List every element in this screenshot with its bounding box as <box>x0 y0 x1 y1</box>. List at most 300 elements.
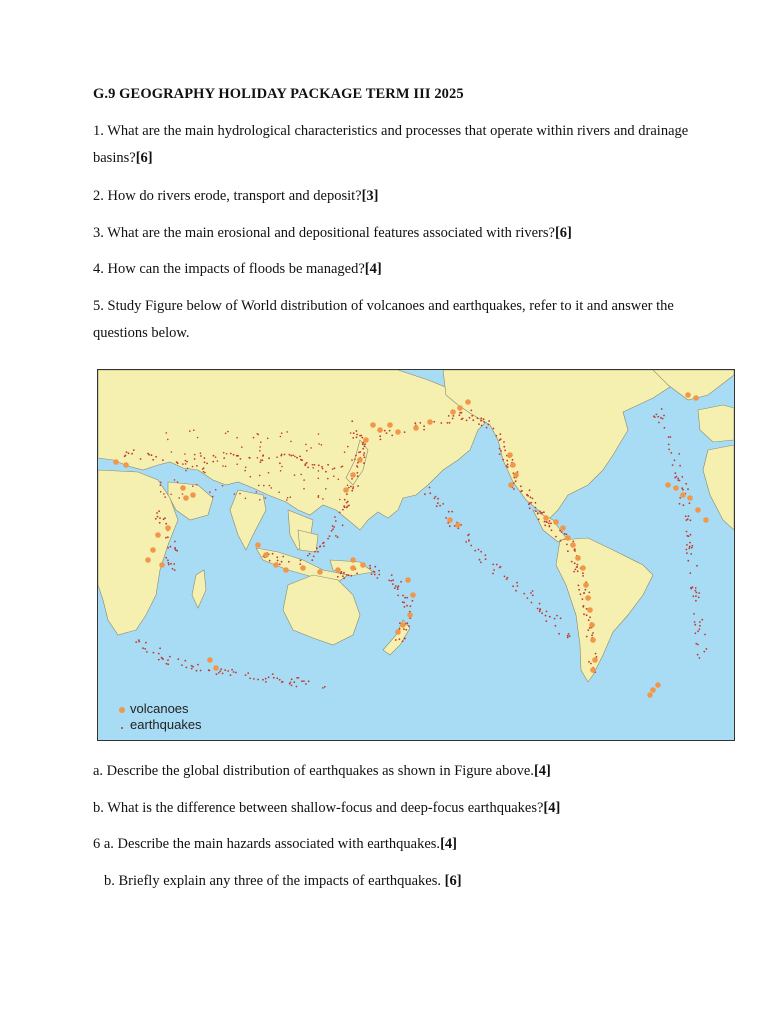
volcano-point <box>370 422 376 428</box>
earthquake-point <box>567 637 569 639</box>
volcano-point <box>575 555 581 561</box>
earthquake-point <box>128 452 130 454</box>
volcano-point <box>410 592 416 598</box>
earthquake-point <box>257 457 259 459</box>
earthquake-point <box>276 456 278 458</box>
earthquake-point <box>294 474 296 476</box>
volcano-point <box>693 395 699 401</box>
earthquake-point <box>356 436 358 438</box>
earthquake-point <box>567 550 569 552</box>
earthquake-point <box>374 571 376 573</box>
earthquake-point <box>688 535 690 537</box>
earthquake-point <box>560 617 562 619</box>
earthquake-point <box>423 429 425 431</box>
earthquake-point <box>224 669 226 671</box>
earthquake-point <box>695 595 697 597</box>
earthquake-point <box>346 574 348 576</box>
question-1-text: 1. What are the main hydrological characteristics and processes that operate within rivers and drainage basins? <box>93 123 689 166</box>
earthquake-point <box>695 632 697 634</box>
earthquake-point <box>168 564 170 566</box>
volcano-point <box>183 495 189 501</box>
earthquake-point <box>317 551 319 553</box>
earthquake-point <box>249 677 251 679</box>
earthquake-point <box>369 565 371 567</box>
earthquake-point <box>260 459 262 461</box>
question-6a-text: 6 a. Describe the main hazards associated with earthquakes. <box>93 836 441 852</box>
earthquake-point <box>588 661 590 663</box>
earthquake-point <box>314 551 316 553</box>
earthquake-point <box>699 625 701 627</box>
earthquake-point <box>160 484 162 486</box>
question-5a-marks: [4] <box>533 763 551 779</box>
earthquake-point <box>448 511 450 513</box>
earthquake-point <box>580 593 582 595</box>
question-2-text: 2. How do rivers erode, transport and deposit? <box>93 188 362 204</box>
earthquake-point <box>263 485 265 487</box>
earthquake-point <box>321 466 323 468</box>
earthquake-point <box>359 451 361 453</box>
earthquake-point <box>520 485 522 487</box>
earthquake-point <box>311 559 313 561</box>
earthquake-point <box>281 466 283 468</box>
earthquake-point <box>389 430 391 432</box>
earthquake-point <box>278 491 280 493</box>
earthquake-point <box>290 682 292 684</box>
earthquake-point <box>654 416 656 418</box>
volcano-point <box>159 562 165 568</box>
earthquake-point <box>333 526 335 528</box>
earthquake-point <box>279 462 281 464</box>
earthquake-point <box>371 573 373 575</box>
earthquake-point <box>488 424 490 426</box>
earthquake-point <box>319 545 321 547</box>
earthquake-point <box>194 454 196 456</box>
earthquake-point <box>468 540 470 542</box>
earthquake-point <box>679 465 681 467</box>
earthquake-point <box>306 450 308 452</box>
earthquake-point <box>672 464 674 466</box>
earthquake-point <box>186 667 188 669</box>
earthquake-point <box>230 453 232 455</box>
earthquake-point <box>400 581 402 583</box>
volcano-point <box>123 462 129 468</box>
earthquake-point <box>322 498 324 500</box>
earthquake-point <box>204 461 206 463</box>
map-legend <box>116 700 202 732</box>
earthquake-point <box>324 686 326 688</box>
earthquake-point <box>449 525 451 527</box>
earthquake-point <box>272 673 274 675</box>
earthquake-point <box>269 485 271 487</box>
earthquake-point <box>692 545 694 547</box>
earthquake-point <box>448 415 450 417</box>
earthquake-point <box>676 476 678 478</box>
earthquake-point <box>245 498 247 500</box>
earthquake-point <box>492 573 494 575</box>
question-5 <box>93 293 693 347</box>
earthquake-point <box>162 459 164 461</box>
question-6b <box>104 868 704 895</box>
earthquake-point <box>265 681 267 683</box>
earthquake-point <box>165 537 167 539</box>
earthquake-point <box>447 422 449 424</box>
volcano-point <box>592 657 598 663</box>
earthquake-point <box>182 463 184 465</box>
earthquake-point <box>268 472 270 474</box>
earthquake-point <box>527 597 529 599</box>
earthquake-point <box>177 462 179 464</box>
volcano-point <box>350 472 356 478</box>
earthquake-point <box>419 422 421 424</box>
earthquake-point <box>321 444 323 446</box>
earthquake-point <box>342 524 344 526</box>
earthquake-point <box>689 572 691 574</box>
earthquake-point <box>318 495 320 497</box>
earthquake-point <box>539 510 541 512</box>
volcano-point <box>263 552 269 558</box>
volcano-point <box>513 472 519 478</box>
question-5-text: 5. Study Figure below of World distribution of volcanoes and earthquakes, refer to it and answer the questions below. <box>93 298 674 341</box>
earthquake-point <box>307 467 309 469</box>
earthquake-point <box>566 533 568 535</box>
earthquake-point <box>222 673 224 675</box>
earthquake-point <box>212 496 214 498</box>
earthquake-point <box>571 561 573 563</box>
earthquake-point <box>543 511 545 513</box>
earthquake-point <box>322 468 324 470</box>
volcano-point <box>155 532 161 538</box>
question-6b-text: b. Briefly explain any three of the impacts of earthquakes. <box>104 873 445 889</box>
volcano-point <box>207 657 213 663</box>
earthquake-point <box>583 613 585 615</box>
earthquake-point <box>306 462 308 464</box>
earthquake-point <box>282 556 284 558</box>
earthquake-point <box>504 576 506 578</box>
earthquake-point <box>516 582 518 584</box>
earthquake-point <box>677 478 679 480</box>
earthquake-point <box>212 461 214 463</box>
earthquake-point <box>280 470 282 472</box>
earthquake-point <box>165 523 167 525</box>
volcano-point <box>560 525 566 531</box>
earthquake-point <box>392 579 394 581</box>
earthquake-point <box>361 437 363 439</box>
earthquake-point <box>312 464 314 466</box>
earthquake-point <box>166 663 168 665</box>
earthquake-point <box>686 552 688 554</box>
volcano-point <box>165 525 171 531</box>
earthquake-point <box>480 561 482 563</box>
earthquake-point <box>668 444 670 446</box>
earthquake-point <box>174 569 176 571</box>
earthquake-point <box>158 510 160 512</box>
volcano-point <box>350 565 356 571</box>
earthquake-point <box>177 658 179 660</box>
earthquake-point <box>316 547 318 549</box>
question-5b-marks: [4] <box>543 800 561 816</box>
earthquake-point <box>226 453 228 455</box>
earthquake-point <box>696 565 698 567</box>
earthquake-point <box>582 606 584 608</box>
earthquake-point <box>695 600 697 602</box>
earthquake-point <box>555 625 557 627</box>
earthquake-point <box>403 628 405 630</box>
earthquake-point <box>397 587 399 589</box>
earthquake-point <box>512 459 514 461</box>
earthquake-point <box>693 613 695 615</box>
volcano-point <box>450 409 456 415</box>
earthquake-point <box>500 450 502 452</box>
earthquake-point <box>292 454 294 456</box>
earthquake-point <box>694 624 696 626</box>
earthquake-point <box>437 502 439 504</box>
earthquake-point <box>575 569 577 571</box>
question-3 <box>93 220 693 247</box>
earthquake-point <box>574 548 576 550</box>
page-title: G.9 GEOGRAPHY HOLIDAY PACKAGE TERM III 2025 <box>93 86 464 102</box>
earthquake-point <box>332 468 334 470</box>
volcano-point <box>213 665 219 671</box>
earthquake-point <box>402 595 404 597</box>
earthquake-point <box>561 531 563 533</box>
earthquake-point <box>167 536 169 538</box>
earthquake-point <box>517 585 519 587</box>
earthquake-point <box>281 561 283 563</box>
earthquake-point <box>342 575 344 577</box>
earthquake-point <box>219 670 221 672</box>
earthquake-point <box>248 457 250 459</box>
earthquake-point <box>678 453 680 455</box>
earthquake-point <box>351 459 353 461</box>
question-1 <box>93 118 693 172</box>
earthquake-point <box>394 587 396 589</box>
earthquake-point <box>664 427 666 429</box>
earthquake-point <box>404 431 406 433</box>
question-6b-marks: [6] <box>444 873 462 889</box>
earthquake-point <box>186 461 188 463</box>
earthquake-point <box>236 437 238 439</box>
earthquake-point <box>496 564 498 566</box>
earthquake-point <box>250 476 252 478</box>
earthquake-point <box>499 433 501 435</box>
earthquake-point <box>138 641 140 643</box>
earthquake-point <box>663 415 665 417</box>
earthquake-point <box>181 664 183 666</box>
earthquake-point <box>469 417 471 419</box>
earthquake-point <box>551 529 553 531</box>
earthquake-point <box>406 622 408 624</box>
earthquake-point <box>167 439 169 441</box>
question-4-text: 4. How can the impacts of floods be managed? <box>93 261 365 277</box>
volcano-point <box>360 562 366 568</box>
earthquake-dot-icon <box>121 727 123 729</box>
earthquake-point <box>539 603 541 605</box>
earthquake-point <box>582 572 584 574</box>
earthquake-point <box>167 663 169 665</box>
volcano-point <box>283 567 289 573</box>
earthquake-point <box>184 660 186 662</box>
earthquake-point <box>461 412 463 414</box>
earthquake-point <box>406 605 408 607</box>
earthquake-point <box>231 669 233 671</box>
earthquake-point <box>670 436 672 438</box>
earthquake-point <box>196 465 198 467</box>
volcano-point <box>590 667 596 673</box>
earthquake-point <box>215 456 217 458</box>
earthquake-point <box>142 647 144 649</box>
earthquake-point <box>166 432 168 434</box>
earthquake-point <box>549 525 551 527</box>
earthquake-point <box>337 536 339 538</box>
earthquake-point <box>548 523 550 525</box>
earthquake-point <box>216 673 218 675</box>
earthquake-point <box>335 520 337 522</box>
earthquake-point <box>586 608 588 610</box>
earthquake-point <box>267 438 269 440</box>
earthquake-point <box>268 457 270 459</box>
earthquake-point <box>296 457 298 459</box>
earthquake-point <box>325 471 327 473</box>
earthquake-point <box>577 570 579 572</box>
earthquake-point <box>690 519 692 521</box>
earthquake-point <box>687 488 689 490</box>
volcano-point <box>395 629 401 635</box>
earthquake-point <box>173 563 175 565</box>
earthquake-point <box>305 683 307 685</box>
earthquake-point <box>334 467 336 469</box>
question-4 <box>93 256 693 283</box>
earthquake-point <box>346 493 348 495</box>
earthquake-point <box>397 588 399 590</box>
earthquake-point <box>395 639 397 641</box>
earthquake-point <box>363 454 365 456</box>
earthquake-point <box>437 498 439 500</box>
earthquake-point <box>392 583 394 585</box>
earthquake-point <box>153 652 155 654</box>
earthquake-point <box>291 685 293 687</box>
earthquake-point <box>171 451 173 453</box>
earthquake-point <box>342 509 344 511</box>
earthquake-point <box>434 497 436 499</box>
question-6a-marks: [4] <box>440 836 457 852</box>
earthquake-point <box>230 674 232 676</box>
earthquake-point <box>227 670 229 672</box>
earthquake-point <box>289 454 291 456</box>
earthquake-point <box>588 619 590 621</box>
earthquake-point <box>332 525 334 527</box>
earthquake-point <box>545 620 547 622</box>
earthquake-point <box>433 421 435 423</box>
volcano-point <box>190 492 196 498</box>
earthquake-point <box>259 450 261 452</box>
earthquake-point <box>327 464 329 466</box>
earthquake-point <box>348 505 350 507</box>
earthquake-point <box>218 672 220 674</box>
earthquake-point <box>204 472 206 474</box>
earthquake-point <box>545 615 547 617</box>
earthquake-point <box>257 679 259 681</box>
volcano-point <box>510 462 516 468</box>
earthquake-point <box>174 541 176 543</box>
earthquake-point <box>582 598 584 600</box>
earthquake-point <box>213 455 215 457</box>
earthquake-point <box>144 648 146 650</box>
earthquake-point <box>313 556 315 558</box>
earthquake-point <box>362 443 364 445</box>
earthquake-point <box>245 467 247 469</box>
earthquake-point <box>564 533 566 535</box>
earthquake-point <box>155 456 157 458</box>
earthquake-point <box>520 491 522 493</box>
earthquake-point <box>576 566 578 568</box>
earthquake-point <box>465 541 467 543</box>
earthquake-point <box>698 592 700 594</box>
earthquake-point <box>513 488 515 490</box>
earthquake-point <box>327 478 329 480</box>
earthquake-point <box>194 458 196 460</box>
earthquake-point <box>273 677 275 679</box>
earthquake-point <box>299 456 301 458</box>
earthquake-point <box>347 506 349 508</box>
earthquake-point <box>586 636 588 638</box>
earthquake-point <box>574 550 576 552</box>
earthquake-point <box>290 441 292 443</box>
earthquake-point <box>260 441 262 443</box>
earthquake-point <box>191 668 193 670</box>
earthquake-point <box>152 459 154 461</box>
earthquake-point <box>155 518 157 520</box>
earthquake-point <box>197 664 199 666</box>
earthquake-point <box>701 619 703 621</box>
earthquake-point <box>686 519 688 521</box>
earthquake-point <box>165 557 167 559</box>
earthquake-point <box>140 458 142 460</box>
earthquake-point <box>690 553 692 555</box>
earthquake-point <box>495 435 497 437</box>
earthquake-point <box>277 560 279 562</box>
earthquake-point <box>412 600 414 602</box>
earthquake-point <box>124 456 126 458</box>
earthquake-point <box>690 587 692 589</box>
earthquake-point <box>453 415 455 417</box>
earthquake-point <box>353 432 355 434</box>
earthquake-point <box>300 474 302 476</box>
earthquake-point <box>303 479 305 481</box>
earthquake-point <box>303 488 305 490</box>
earthquake-point <box>697 644 699 646</box>
earthquake-point <box>276 677 278 679</box>
earthquake-point <box>374 574 376 576</box>
earthquake-point <box>276 556 278 558</box>
volcano-point <box>570 542 576 548</box>
earthquake-point <box>531 602 533 604</box>
earthquake-point <box>661 408 663 410</box>
earthquake-point <box>185 463 187 465</box>
earthquake-point <box>515 480 517 482</box>
earthquake-point <box>347 485 349 487</box>
earthquake-point <box>341 571 343 573</box>
earthquake-point <box>247 672 249 674</box>
earthquake-point <box>477 417 479 419</box>
earthquake-point <box>679 480 681 482</box>
earthquake-point <box>348 574 350 576</box>
earthquake-point <box>259 499 261 501</box>
earthquake-point <box>163 493 165 495</box>
earthquake-point <box>348 487 350 489</box>
earthquake-point <box>192 485 194 487</box>
volcano-point <box>665 482 671 488</box>
earthquake-point <box>483 418 485 420</box>
